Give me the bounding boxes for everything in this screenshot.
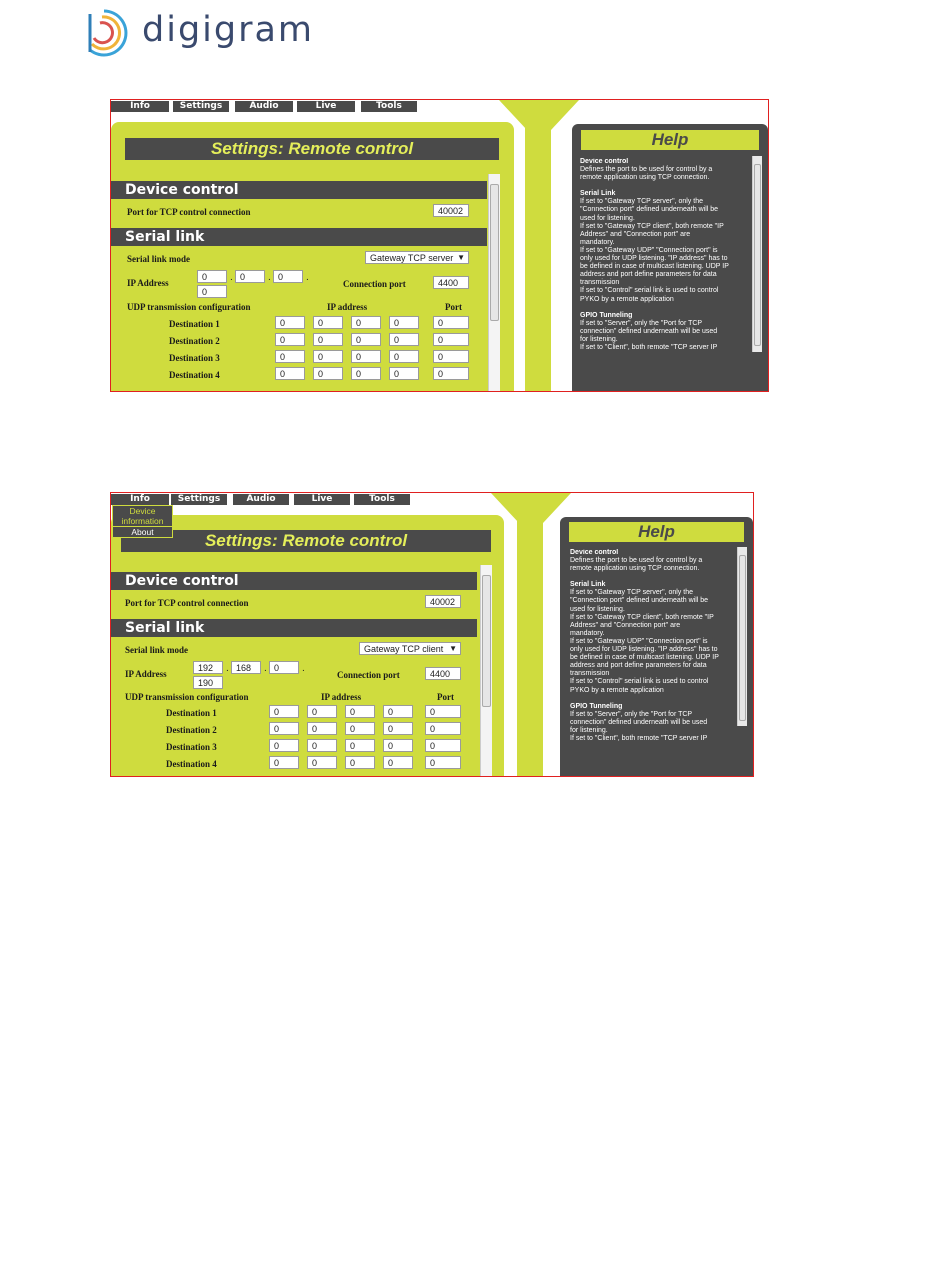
dest-4-ip-4-input[interactable]: 0 — [383, 756, 413, 769]
help-line: transmission — [570, 670, 610, 678]
ip-address-label: IP Address — [125, 669, 167, 679]
help-heading: GPIO Tunneling — [570, 702, 623, 710]
help-line: be defined in case of multicast listening. UDP IP — [570, 654, 719, 662]
ip-octet-3-input[interactable]: 0 — [273, 270, 303, 283]
destination-1-label: Destination 1 — [166, 708, 217, 718]
dest-1-ip-4-input[interactable]: 0 — [383, 705, 413, 718]
dest-2-ip-2-input[interactable]: 0 — [313, 333, 343, 346]
help-line: If set to "Gateway TCP server", only the — [580, 198, 703, 206]
help-heading: Device control — [570, 549, 619, 556]
help-line: If set to "Gateway TCP server", only the — [570, 589, 693, 597]
dest-1-ip-3-input[interactable]: 0 — [351, 316, 381, 329]
ip-address-label: IP Address — [127, 278, 169, 288]
help-panel — [572, 124, 768, 391]
help-line: only used for UDP listening. "IP address" has to — [570, 646, 718, 654]
dest-1-ip-2-input[interactable]: 0 — [307, 705, 337, 718]
connection-port-input[interactable]: 4400 — [425, 667, 461, 680]
help-line — [570, 695, 736, 703]
nav-tab-settings[interactable]: Settings — [171, 494, 227, 505]
help-heading: Device control — [580, 158, 629, 165]
col-ip-header: IP address — [321, 692, 362, 702]
ip-separator: . — [230, 272, 233, 283]
section-serial-link: Serial link — [111, 228, 487, 246]
dest-4-ip-1-input[interactable]: 0 — [275, 367, 305, 380]
dest-2-ip-3-input[interactable]: 0 — [351, 333, 381, 346]
help-heading: Serial Link — [580, 190, 616, 198]
dest-2-ip-3-input[interactable]: 0 — [345, 722, 375, 735]
nav-tab-settings[interactable]: Settings — [173, 101, 229, 112]
tcp-port-input[interactable]: 40002 — [433, 204, 469, 217]
ip-octet-1-input[interactable]: 192 — [193, 661, 223, 674]
help-line: If set to "Gateway TCP client", both remote "IP — [580, 222, 724, 230]
help-title: Help — [569, 522, 744, 542]
help-line: connection" defined underneath will be used — [570, 718, 708, 726]
dest-3-ip-2-input[interactable]: 0 — [307, 739, 337, 752]
help-line — [580, 182, 750, 190]
decorative-pillar — [517, 521, 543, 776]
udp-config-label: UDP transmission configuration — [125, 692, 249, 702]
help-heading: Serial Link — [570, 581, 606, 589]
tcp-port-label: Port for TCP control connection — [127, 207, 251, 217]
destination-1-label: Destination 1 — [169, 319, 220, 329]
help-line: PYKO by a remote application — [580, 295, 674, 303]
dest-2-ip-1-input[interactable]: 0 — [275, 333, 305, 346]
ip-separator: . — [226, 663, 229, 674]
help-line: transmission — [580, 279, 620, 287]
destination-4-label: Destination 4 — [166, 759, 217, 769]
col-port-header: Port — [437, 692, 454, 702]
dest-4-port-input[interactable]: 0 — [425, 756, 461, 769]
dest-4-ip-2-input[interactable]: 0 — [313, 367, 343, 380]
connection-port-label: Connection port — [337, 670, 400, 680]
serial-mode-value: Gateway TCP server — [370, 253, 454, 263]
dest-1-port-input[interactable]: 0 — [425, 705, 461, 718]
nav-tab-audio[interactable]: Audio — [235, 101, 293, 112]
dest-3-ip-4-input[interactable]: 0 — [389, 350, 419, 363]
digigram-logo-icon — [86, 8, 130, 58]
tcp-port-input[interactable]: 40002 — [425, 595, 461, 608]
help-line — [570, 573, 736, 581]
nav-tab-tools[interactable]: Tools — [361, 101, 417, 112]
dest-2-ip-4-input[interactable]: 0 — [389, 333, 419, 346]
dest-3-port-input[interactable]: 0 — [433, 350, 469, 363]
destination-2-label: Destination 2 — [166, 725, 217, 735]
dest-3-ip-4-input[interactable]: 0 — [383, 739, 413, 752]
settings-scrollbar[interactable] — [488, 174, 500, 391]
dest-4-ip-4-input[interactable]: 0 — [389, 367, 419, 380]
scrollbar-thumb[interactable] — [490, 184, 499, 321]
dest-3-ip-3-input[interactable]: 0 — [345, 739, 375, 752]
help-line: connection" defined underneath will be used — [580, 327, 718, 335]
info-dropdown-menu — [112, 505, 173, 538]
dest-3-ip-2-input[interactable]: 0 — [313, 350, 343, 363]
dest-1-ip-1-input[interactable]: 0 — [269, 705, 299, 718]
help-line: for listening. — [570, 726, 608, 734]
settings-panel — [111, 515, 504, 776]
dest-3-ip-3-input[interactable]: 0 — [351, 350, 381, 363]
help-line: only used for UDP listening. "IP address" has to — [580, 255, 728, 263]
page-title: Settings: Remote control — [121, 530, 491, 552]
help-line: If set to "Server", only the "Port for TCP — [580, 319, 703, 327]
help-line: used for listening. — [570, 605, 625, 613]
settings-scrollbar[interactable] — [480, 565, 492, 776]
ip-octet-2-input[interactable]: 0 — [235, 270, 265, 283]
help-line: If set to "Client", both remote "TCP server IP — [570, 734, 708, 742]
brand-name: digigram — [142, 10, 315, 50]
dest-4-ip-3-input[interactable]: 0 — [351, 367, 381, 380]
help-line: If set to "Gateway TCP client", both remote "IP — [570, 613, 714, 621]
tcp-port-label: Port for TCP control connection — [125, 598, 249, 608]
dest-2-ip-1-input[interactable]: 0 — [269, 722, 299, 735]
dest-1-port-input[interactable]: 0 — [433, 316, 469, 329]
help-line: used for listening. — [580, 214, 635, 222]
help-line: If set to "Server", only the "Port for TCP — [570, 710, 693, 718]
help-line: "Connection port" defined underneath will be — [580, 206, 719, 214]
scrollbar-thumb[interactable] — [482, 575, 491, 707]
decorative-pillar — [525, 128, 551, 391]
menu-item-about[interactable]: About — [113, 526, 172, 537]
help-line: If set to "Gateway UDP" "Connection port" is — [570, 637, 708, 645]
serial-mode-label: Serial link mode — [125, 645, 189, 655]
screenshot-gateway-tcp-server — [110, 99, 769, 392]
connection-port-label: Connection port — [343, 279, 406, 289]
help-text — [570, 549, 736, 776]
help-line: Address" and "Connection port" are — [580, 230, 691, 238]
help-title: Help — [581, 130, 759, 150]
col-ip-header: IP address — [327, 302, 368, 312]
help-line: Address" and "Connection port" are — [570, 621, 681, 629]
nav-tab-info[interactable]: Info — [111, 494, 169, 505]
dest-2-port-input[interactable]: 0 — [425, 722, 461, 735]
dest-3-ip-1-input[interactable]: 0 — [269, 739, 299, 752]
ip-separator: . — [302, 663, 305, 674]
help-scrollbar[interactable] — [737, 547, 747, 726]
dest-1-ip-3-input[interactable]: 0 — [345, 705, 375, 718]
help-line: PYKO by a remote application — [570, 686, 664, 694]
destination-3-label: Destination 3 — [169, 353, 220, 363]
help-line — [580, 304, 750, 312]
serial-mode-value: Gateway TCP client — [364, 644, 444, 654]
section-serial-link: Serial link — [111, 619, 477, 637]
dest-3-port-input[interactable]: 0 — [425, 739, 461, 752]
help-line: mandatory. — [580, 238, 615, 246]
help-scrollbar[interactable] — [752, 156, 762, 352]
help-line: Defines the port to be used for control by a — [580, 166, 713, 174]
dest-2-ip-2-input[interactable]: 0 — [307, 722, 337, 735]
help-scrollbar-thumb[interactable] — [754, 164, 761, 346]
nav-tab-info[interactable]: Info — [111, 101, 169, 112]
destination-4-label: Destination 4 — [169, 370, 220, 380]
help-line: If set to "Gateway UDP" "Connection port" is — [580, 246, 718, 254]
help-line: Defines the port to be used for control by a — [570, 557, 703, 565]
nav-tab-live[interactable]: Live — [297, 101, 355, 112]
ip-octet-2-input[interactable]: 168 — [231, 661, 261, 674]
help-line: remote application using TCP connection. — [570, 565, 700, 573]
help-line: be defined in case of multicast listening. UDP IP — [580, 263, 729, 271]
section-device-control: Device control — [111, 572, 477, 590]
help-text — [580, 158, 750, 391]
ip-separator: . — [268, 272, 271, 283]
col-port-header: Port — [445, 302, 462, 312]
dest-1-ip-4-input[interactable]: 0 — [389, 316, 419, 329]
help-line: If set to "Control" serial link is used to control — [570, 678, 709, 686]
dest-1-ip-2-input[interactable]: 0 — [313, 316, 343, 329]
ip-octet-3-input[interactable]: 0 — [269, 661, 299, 674]
dest-4-ip-2-input[interactable]: 0 — [307, 756, 337, 769]
settings-panel — [111, 122, 514, 391]
serial-mode-label: Serial link mode — [127, 254, 191, 264]
help-line: If set to "Client", both remote "TCP server IP — [580, 343, 718, 351]
dest-4-ip-1-input[interactable]: 0 — [269, 756, 299, 769]
menu-item-device-information[interactable]: Device information — [121, 506, 164, 526]
help-line: "Connection port" defined underneath will be — [570, 597, 709, 605]
nav-tab-tools[interactable]: Tools — [354, 494, 410, 505]
screenshot-gateway-tcp-client — [110, 492, 754, 777]
ip-octet-4-input[interactable]: 190 — [193, 676, 223, 689]
help-line: address and port define parameters for data — [580, 271, 717, 279]
ip-octet-4-input[interactable]: 0 — [197, 285, 227, 298]
help-line: mandatory. — [570, 629, 605, 637]
nav-tab-live[interactable]: Live — [294, 494, 350, 505]
help-line: If set to "Control" serial link is used to control — [580, 287, 719, 295]
udp-config-label: UDP transmission configuration — [127, 302, 251, 312]
dest-3-ip-1-input[interactable]: 0 — [275, 350, 305, 363]
page-title: Settings: Remote control — [125, 138, 499, 160]
nav-tab-audio[interactable]: Audio — [233, 494, 289, 505]
help-line: address and port define parameters for data — [570, 662, 707, 670]
chevron-down-icon: ▼ — [449, 644, 457, 653]
ip-octet-1-input[interactable]: 0 — [197, 270, 227, 283]
ip-separator: . — [264, 663, 267, 674]
serial-mode-select[interactable] — [365, 251, 469, 264]
help-panel — [560, 517, 753, 776]
dest-1-ip-1-input[interactable]: 0 — [275, 316, 305, 329]
dest-4-port-input[interactable]: 0 — [433, 367, 469, 380]
help-line: for listening. — [580, 335, 618, 343]
connection-port-input[interactable]: 4400 — [433, 276, 469, 289]
help-heading: GPIO Tunneling — [580, 311, 633, 319]
dest-4-ip-3-input[interactable]: 0 — [345, 756, 375, 769]
dest-2-ip-4-input[interactable]: 0 — [383, 722, 413, 735]
destination-3-label: Destination 3 — [166, 742, 217, 752]
section-device-control: Device control — [111, 181, 487, 199]
help-scrollbar-thumb[interactable] — [739, 555, 746, 721]
destination-2-label: Destination 2 — [169, 336, 220, 346]
chevron-down-icon: ▼ — [457, 253, 465, 262]
help-line: remote application using TCP connection. — [580, 174, 710, 182]
ip-separator: . — [306, 272, 309, 283]
serial-mode-select[interactable] — [359, 642, 461, 655]
dest-2-port-input[interactable]: 0 — [433, 333, 469, 346]
